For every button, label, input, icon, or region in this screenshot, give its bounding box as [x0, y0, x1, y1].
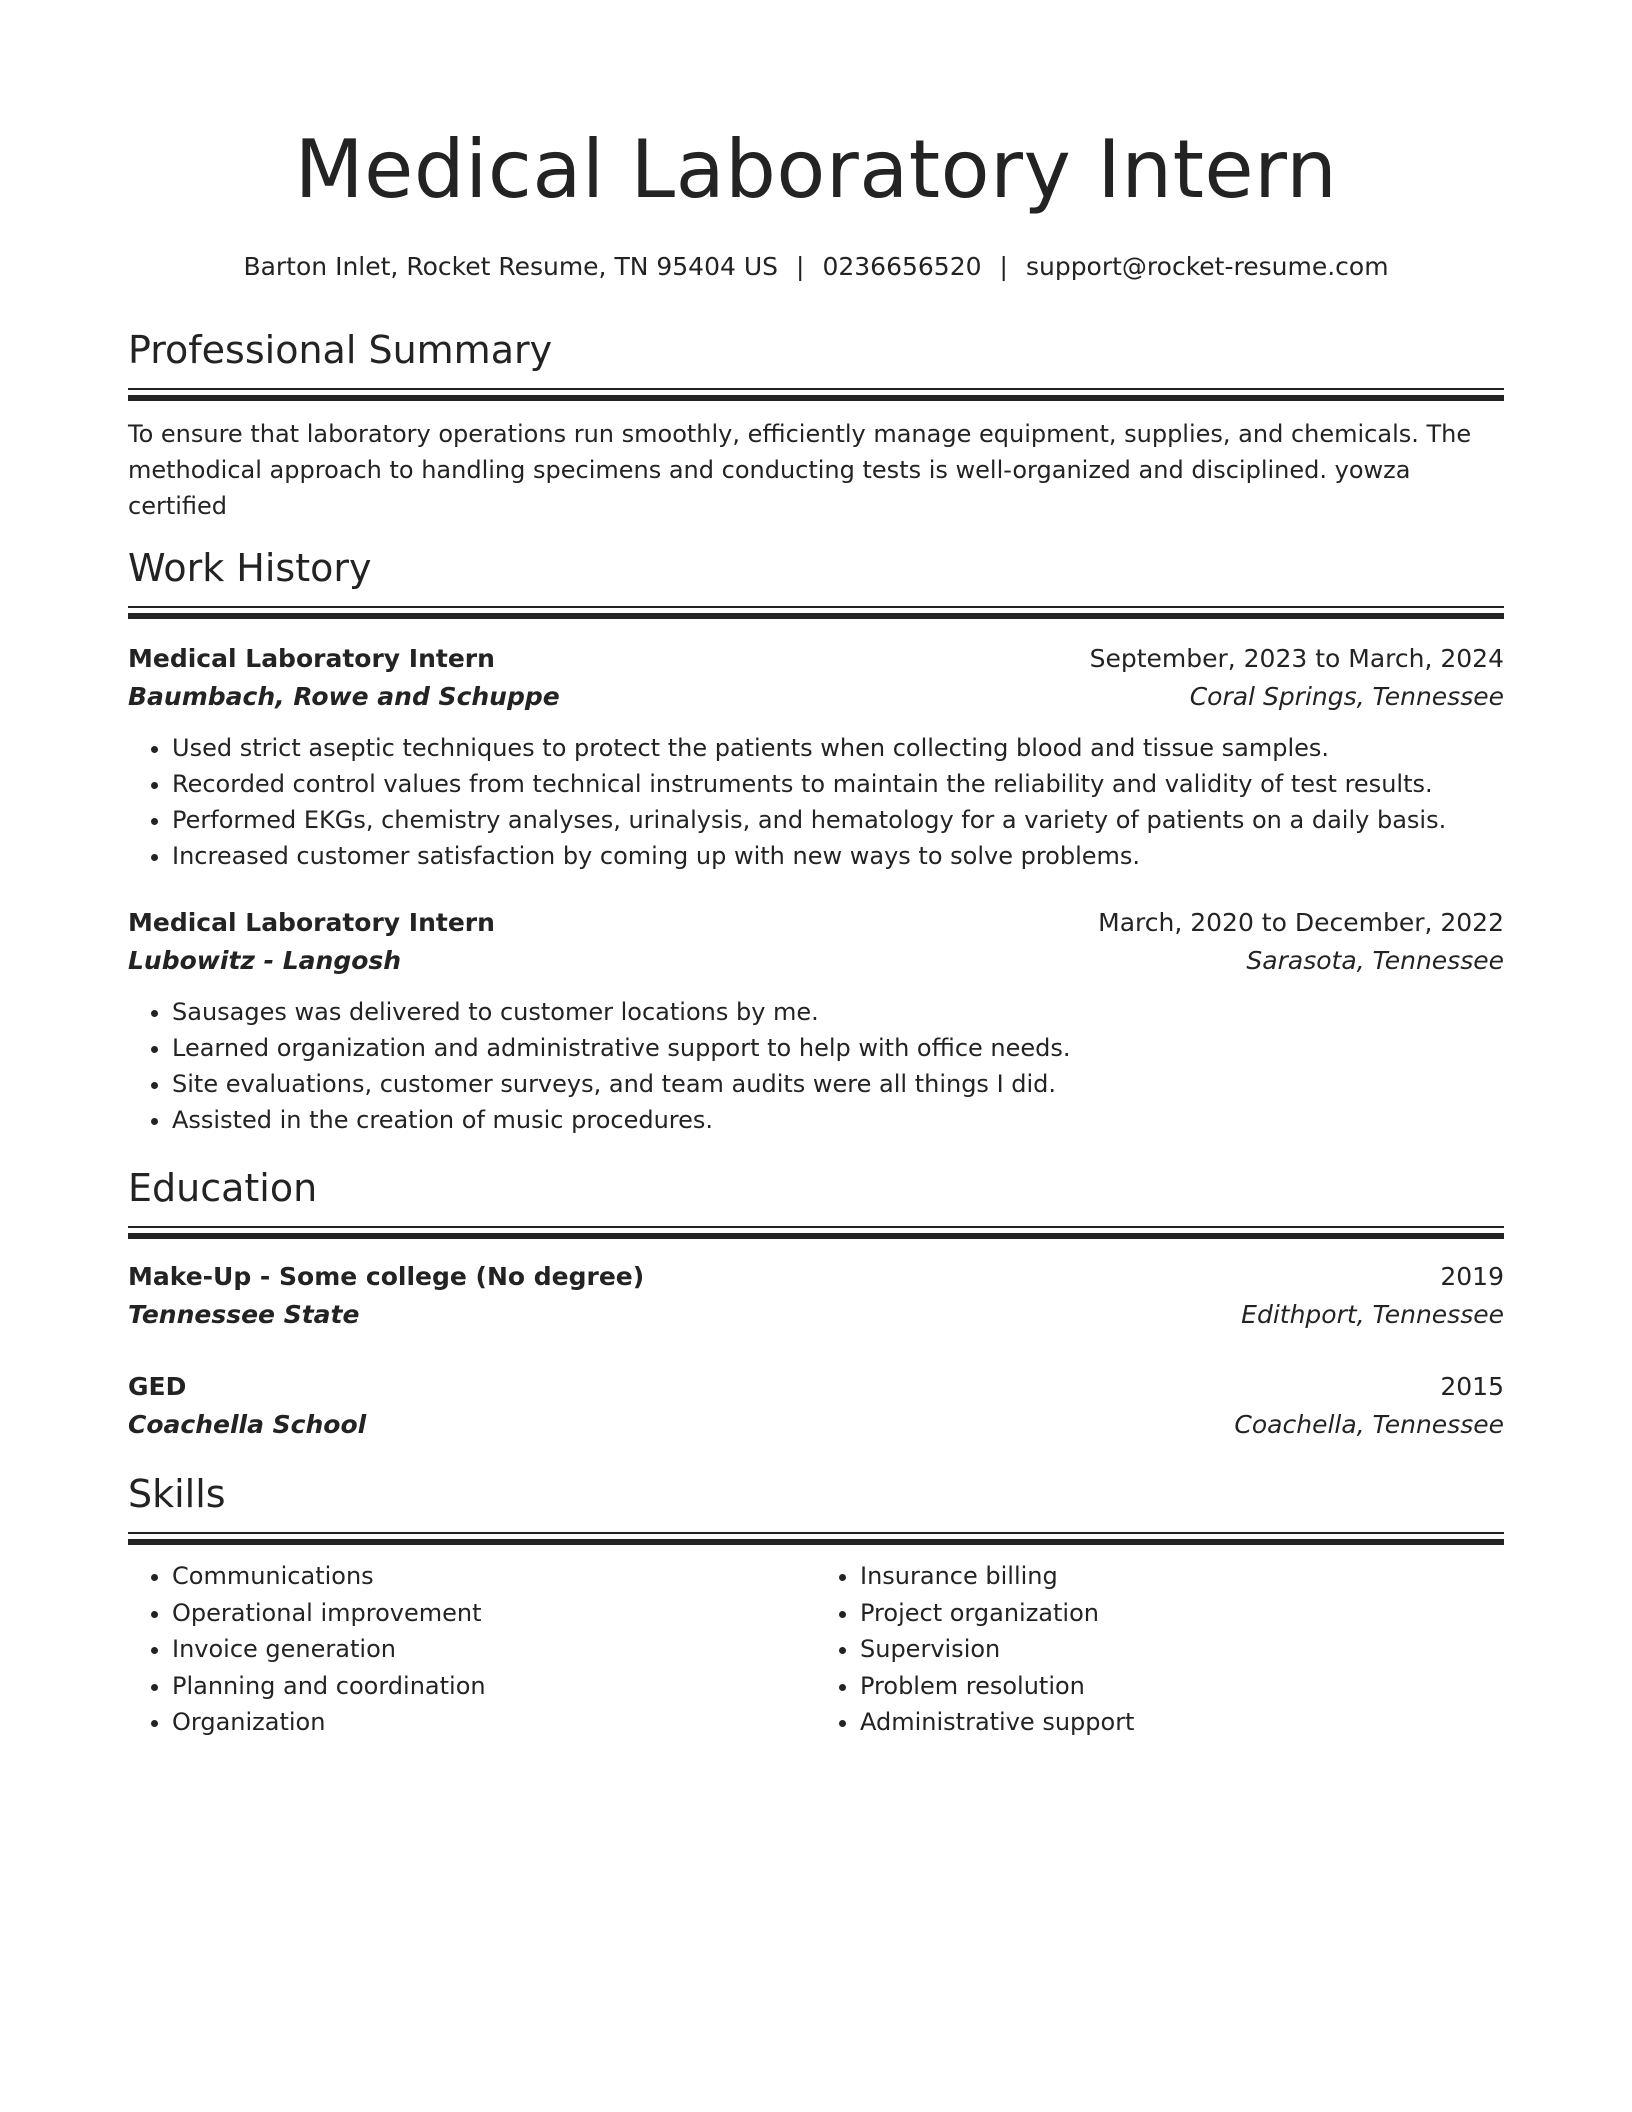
section-divider: [128, 606, 1504, 620]
skill-item: • Administrative support: [860, 1704, 1504, 1741]
section-divider: [128, 1226, 1504, 1240]
education-section: [128, 1164, 1504, 1444]
contact-separator: |: [999, 252, 1008, 281]
job-location: Sarasota, Tennessee: [1246, 946, 1504, 975]
skills-grid: [128, 1558, 1504, 1741]
education-entry: [128, 1368, 1504, 1444]
school-name: Tennessee State: [128, 1300, 360, 1329]
school-location: Edithport, Tennessee: [1241, 1300, 1504, 1329]
section-heading: Professional Summary: [128, 328, 553, 372]
skill-item: • Project organization: [860, 1595, 1504, 1632]
company-name: Baumbach, Rowe and Schuppe: [128, 682, 560, 711]
skill-item: • Insurance billing: [860, 1558, 1504, 1595]
job-bullets: [128, 730, 1504, 874]
job-location: Coral Springs, Tennessee: [1189, 682, 1504, 711]
list-item: • Used strict aseptic techniques to protect the patients when collecting blood and tissue samples.: [172, 730, 1504, 766]
summary-text: To ensure that laboratory operations run smoothly, efficiently manage equipment, supplies, and chemicals. The methodical approach to handling specimens and conducting tests is well-organized and disciplined. yowza certified: [128, 420, 1472, 520]
list-item: • Learned organization and administrative support to help with office needs.: [172, 1030, 1504, 1066]
section-heading: Skills: [128, 1472, 226, 1516]
contact-email: support@rocket-resume.com: [1025, 252, 1389, 281]
education-year: 2019: [1440, 1262, 1504, 1291]
school-location: Coachella, Tennessee: [1234, 1410, 1504, 1439]
degree-name: Make-Up - Some college (No degree): [128, 1262, 645, 1291]
skills-list-left: [128, 1558, 816, 1741]
company-name: Lubowitz - Langosh: [128, 946, 402, 975]
list-item: • Increased customer satisfaction by coming up with new ways to solve problems.: [172, 838, 1504, 874]
skill-item: • Problem resolution: [860, 1668, 1504, 1705]
section-heading: Education: [128, 1166, 318, 1210]
skills-section: [128, 1470, 1504, 1741]
education-year: 2015: [1440, 1372, 1504, 1401]
section-divider: [128, 388, 1504, 402]
list-item: • Sausages was delivered to customer locations by me.: [172, 994, 1504, 1030]
job-dates: March, 2020 to December, 2022: [1098, 908, 1504, 937]
work-history-section: [128, 544, 1504, 1138]
job-bullets: [128, 994, 1504, 1138]
list-item: • Site evaluations, customer surveys, and team audits were all things I did.: [172, 1066, 1504, 1102]
degree-name: GED: [128, 1372, 187, 1401]
job-entry: [128, 640, 1504, 874]
list-item: • Performed EKGs, chemistry analyses, urinalysis, and hematology for a variety of patients on a daily basis.: [172, 802, 1504, 838]
skill-item: • Organization: [172, 1704, 816, 1741]
education-entry: [128, 1258, 1504, 1334]
section-heading: Work History: [128, 546, 372, 590]
candidate-name: Medical Laboratory Intern: [294, 123, 1338, 216]
section-divider: [128, 1532, 1504, 1546]
school-name: Coachella School: [128, 1410, 367, 1439]
skill-item: • Supervision: [860, 1631, 1504, 1668]
contact-address: Barton Inlet, Rocket Resume, TN 95404 US: [243, 252, 779, 281]
job-dates: September, 2023 to March, 2024: [1089, 644, 1504, 673]
skills-list-right: [816, 1558, 1504, 1741]
skill-item: • Operational improvement: [172, 1595, 816, 1632]
list-item: • Assisted in the creation of music procedures.: [172, 1102, 1504, 1138]
skill-item: • Planning and coordination: [172, 1668, 816, 1705]
skill-item: • Invoice generation: [172, 1631, 816, 1668]
list-item: • Recorded control values from technical instruments to maintain the reliability and validity of test results.: [172, 766, 1504, 802]
skill-item: • Communications: [172, 1558, 816, 1595]
contact-line: [128, 250, 1504, 284]
contact-phone: 0236656520: [822, 252, 982, 281]
job-entry: [128, 904, 1504, 1138]
job-title: Medical Laboratory Intern: [128, 644, 495, 673]
professional-summary-section: [128, 326, 1504, 524]
job-title: Medical Laboratory Intern: [128, 908, 495, 937]
contact-separator: |: [796, 252, 805, 281]
